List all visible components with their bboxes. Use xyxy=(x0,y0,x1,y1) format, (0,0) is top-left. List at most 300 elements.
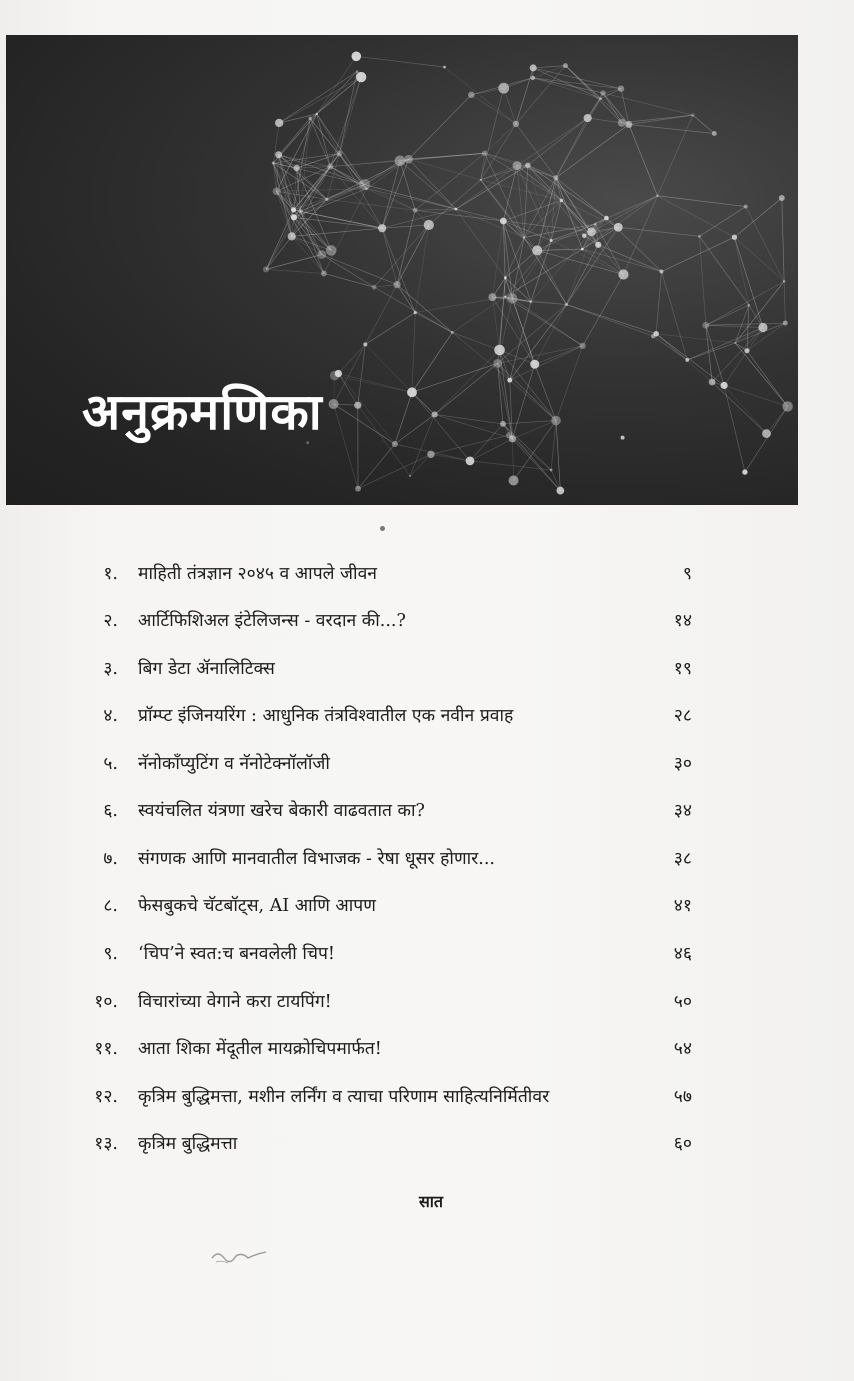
network-node xyxy=(325,198,328,201)
network-node xyxy=(500,218,507,225)
network-node xyxy=(530,76,535,81)
network-line xyxy=(339,71,357,153)
toc-number: २. xyxy=(103,611,118,631)
toc-title: कृत्रिम बुद्धिमत्ता, मशीन लर्निंग व त्याचा परिणाम साहित्यनिर्मितीवर xyxy=(138,1087,550,1107)
network-node xyxy=(530,360,539,369)
network-node xyxy=(744,204,748,208)
network-line xyxy=(470,424,503,461)
page-title: अनुक्रमणिका xyxy=(82,383,323,441)
toc-page: ६० xyxy=(673,1134,692,1154)
network-line xyxy=(535,305,567,365)
network-line xyxy=(699,236,705,325)
network-line xyxy=(782,198,784,281)
network-line xyxy=(322,255,374,288)
network-node xyxy=(779,195,785,201)
network-node xyxy=(734,342,736,344)
toc-title: विचारांच्या वेगाने करा टायपिंग! xyxy=(138,992,332,1012)
network-line xyxy=(533,68,600,99)
network-node xyxy=(532,245,542,255)
network-line xyxy=(471,95,516,124)
network-line xyxy=(537,250,566,304)
network-line xyxy=(735,327,763,342)
toc-page: ३४ xyxy=(673,801,692,821)
network-line xyxy=(556,346,583,421)
network-line xyxy=(382,159,408,228)
network-line xyxy=(699,207,745,237)
network-node xyxy=(513,161,522,170)
network-line xyxy=(629,125,714,134)
network-line xyxy=(556,421,560,491)
network-line xyxy=(279,71,357,122)
toc-number: ७. xyxy=(103,849,118,869)
network-line xyxy=(365,313,415,345)
network-line xyxy=(706,325,712,382)
network-line xyxy=(618,227,699,236)
network-node xyxy=(299,209,303,213)
network-node xyxy=(424,220,434,230)
toc-number: ४. xyxy=(103,706,118,726)
network-node xyxy=(709,379,716,386)
toc-number: १२. xyxy=(94,1087,118,1107)
network-line xyxy=(662,237,735,271)
toc-title: माहिती तंत्रज्ञान २०४५ व आपले जीवन xyxy=(138,564,378,584)
network-line xyxy=(656,334,735,343)
network-line xyxy=(317,56,357,114)
network-node xyxy=(614,223,623,232)
toc-row[interactable] xyxy=(0,697,854,733)
network-node xyxy=(618,119,626,127)
network-line xyxy=(565,66,621,123)
network-line xyxy=(365,344,412,392)
network-node xyxy=(783,321,788,326)
network-line xyxy=(505,297,582,346)
network-node xyxy=(504,296,506,298)
toc-number: ९. xyxy=(103,944,118,964)
network-node xyxy=(363,342,367,346)
network-line xyxy=(588,118,622,123)
network-node xyxy=(335,370,342,377)
network-line xyxy=(310,118,330,166)
network-line xyxy=(531,232,592,302)
toc-title: आर्टिफिशिअल इंटेलिजन्स - वरदान की...? xyxy=(138,611,406,631)
network-node xyxy=(273,188,281,196)
network-line xyxy=(603,93,629,125)
toc-title: ‘चिप’ने स्वत:च बनवलेली चिप! xyxy=(138,944,335,964)
network-line xyxy=(452,332,499,350)
network-line xyxy=(517,118,588,166)
network-node xyxy=(742,469,747,474)
toc-title: आता शिका मेंदूतील मायक्रोचिपमार्फत! xyxy=(138,1039,382,1059)
network-line xyxy=(481,166,517,180)
toc-page: ५७ xyxy=(673,1087,692,1107)
network-node xyxy=(316,113,318,115)
network-line xyxy=(334,404,358,489)
network-line xyxy=(517,166,551,241)
network-line xyxy=(629,115,693,124)
network-node xyxy=(293,165,299,171)
network-line xyxy=(358,344,365,405)
network-node xyxy=(308,117,311,120)
network-line xyxy=(452,297,505,333)
network-node xyxy=(507,293,517,303)
network-line xyxy=(516,68,533,124)
toc-page: ५४ xyxy=(673,1039,692,1059)
network-line xyxy=(566,227,618,304)
network-line xyxy=(657,115,692,196)
toc-row[interactable] xyxy=(0,1030,854,1066)
network-node xyxy=(660,270,664,274)
network-node xyxy=(618,85,624,91)
network-node xyxy=(698,235,701,238)
network-node xyxy=(656,195,658,197)
network-lines xyxy=(266,56,788,490)
network-line xyxy=(533,68,621,89)
network-line xyxy=(338,374,395,444)
network-node xyxy=(455,208,458,211)
network-node xyxy=(506,432,512,438)
network-line xyxy=(279,118,311,154)
network-line xyxy=(415,210,503,221)
network-line xyxy=(706,325,763,327)
network-node xyxy=(359,179,370,190)
network-node xyxy=(551,416,561,426)
network-line xyxy=(431,454,470,460)
toc-page: ५० xyxy=(673,992,692,1012)
network-line xyxy=(657,196,734,237)
network-node xyxy=(509,476,519,486)
toc-title: संगणक आणि मानवातील विभाजक - रेषा धूसर होणार... xyxy=(138,849,495,869)
network-line xyxy=(524,165,528,237)
toc-title: बिग डेटा ॲनालिटिक्स xyxy=(138,659,275,679)
toc-row[interactable] xyxy=(0,650,854,686)
network-line xyxy=(505,237,524,277)
network-node xyxy=(744,348,749,353)
network-line xyxy=(503,424,551,470)
network-node xyxy=(356,72,366,82)
network-line xyxy=(365,185,415,211)
network-node xyxy=(272,161,275,164)
network-line xyxy=(358,444,395,489)
network-node xyxy=(625,121,632,128)
network-line xyxy=(409,159,456,209)
network-node xyxy=(507,378,512,383)
network-node xyxy=(732,235,737,240)
network-line xyxy=(365,285,397,345)
network-node xyxy=(758,323,767,332)
network-line xyxy=(706,323,785,325)
network-line xyxy=(524,178,556,238)
network-line xyxy=(429,180,481,225)
network-line xyxy=(512,364,534,439)
network-node xyxy=(275,151,282,158)
decorative-dot xyxy=(380,526,385,531)
network-node xyxy=(351,52,361,62)
network-line xyxy=(356,56,444,67)
network-line xyxy=(606,196,657,218)
network-line xyxy=(266,269,324,273)
network-line xyxy=(412,363,498,392)
network-line xyxy=(724,385,745,472)
network-line xyxy=(505,240,551,296)
network-line xyxy=(415,153,485,210)
network-line xyxy=(266,255,322,270)
network-line xyxy=(510,346,583,380)
network-node xyxy=(443,66,446,69)
network-line xyxy=(435,414,503,423)
toc-number: १०. xyxy=(94,992,118,1012)
network-line xyxy=(583,274,624,345)
network-line xyxy=(657,196,745,207)
toc-row[interactable] xyxy=(0,935,854,971)
network-node xyxy=(306,441,309,444)
network-node xyxy=(604,216,609,221)
network-line xyxy=(382,228,397,284)
network-node xyxy=(685,358,689,362)
network-node xyxy=(263,266,269,272)
network-line xyxy=(330,167,364,185)
network-line xyxy=(470,439,512,461)
network-node xyxy=(653,331,659,337)
page-number-footer: सात xyxy=(418,1192,444,1211)
network-line xyxy=(317,114,340,154)
network-node xyxy=(488,293,496,301)
network-line xyxy=(412,392,470,461)
toc-page: ३० xyxy=(673,754,692,774)
network-node xyxy=(395,156,406,167)
network-node xyxy=(560,199,563,202)
network-node xyxy=(582,233,587,238)
network-line xyxy=(551,421,556,470)
network-node xyxy=(427,451,434,458)
network-line xyxy=(397,285,452,333)
network-node xyxy=(702,322,709,329)
network-node xyxy=(529,300,532,303)
toc-row[interactable] xyxy=(0,745,854,781)
network-line xyxy=(747,351,788,407)
toc-title: कृत्रिम बुद्धिमत्ता xyxy=(138,1134,238,1154)
network-line xyxy=(535,346,583,364)
network-line xyxy=(566,305,653,337)
toc-row[interactable] xyxy=(0,983,854,1019)
network-node xyxy=(493,359,502,368)
network-node xyxy=(480,179,482,181)
network-node xyxy=(581,248,584,251)
network-line xyxy=(528,165,551,240)
network-node xyxy=(466,456,475,465)
toc-number: १३. xyxy=(94,1134,118,1154)
network-line xyxy=(338,374,412,393)
network-node xyxy=(393,281,400,288)
network-line xyxy=(279,77,361,123)
network-line xyxy=(481,88,504,180)
network-line xyxy=(516,66,566,124)
network-node xyxy=(618,269,628,279)
network-node xyxy=(513,121,519,127)
network-line xyxy=(324,273,374,287)
toc-row[interactable] xyxy=(0,887,854,923)
network-line xyxy=(565,66,600,99)
network-line xyxy=(456,165,528,209)
network-line xyxy=(735,281,784,343)
network-line xyxy=(339,77,361,153)
network-line xyxy=(512,298,582,345)
network-node xyxy=(432,411,438,417)
network-node xyxy=(354,402,361,409)
network-line xyxy=(784,281,785,323)
network-line xyxy=(603,93,622,123)
network-node xyxy=(336,151,342,157)
network-node xyxy=(392,441,398,447)
toc-row[interactable] xyxy=(0,602,854,638)
network-line xyxy=(693,115,714,133)
network-line xyxy=(512,439,513,481)
network-node xyxy=(621,436,625,440)
network-node xyxy=(691,113,694,116)
network-line xyxy=(452,332,509,380)
network-line xyxy=(330,161,400,167)
network-node xyxy=(587,227,596,236)
network-node xyxy=(317,250,326,259)
toc-number: १. xyxy=(103,564,118,584)
toc-row[interactable] xyxy=(0,792,854,828)
network-line xyxy=(334,404,395,444)
network-line xyxy=(382,228,415,312)
toc-row[interactable] xyxy=(0,840,854,876)
toc-page: ४१ xyxy=(673,896,692,916)
toc-row[interactable] xyxy=(0,1125,854,1161)
network-line xyxy=(706,325,724,385)
network-line xyxy=(431,435,509,454)
network-node xyxy=(782,401,792,411)
network-node xyxy=(553,175,558,180)
network-node xyxy=(500,421,506,427)
network-node xyxy=(550,469,553,472)
network-node xyxy=(565,303,568,306)
network-node xyxy=(327,163,333,169)
toc-row[interactable] xyxy=(0,1078,854,1114)
network-line xyxy=(603,93,693,115)
network-node xyxy=(783,280,785,282)
network-node xyxy=(409,475,411,477)
network-line xyxy=(435,350,500,414)
network-line xyxy=(445,67,516,124)
header-banner xyxy=(6,35,798,505)
network-node xyxy=(356,70,359,73)
network-line xyxy=(662,272,688,360)
network-node xyxy=(468,91,475,98)
toc-page: १९ xyxy=(673,659,692,679)
toc-page: ४६ xyxy=(673,944,692,964)
toc-page: ९ xyxy=(682,564,692,584)
network-node xyxy=(556,487,564,495)
network-node xyxy=(288,232,296,240)
network-line xyxy=(330,77,361,167)
network-line xyxy=(409,159,481,180)
toc-number: ५. xyxy=(103,754,118,774)
network-line xyxy=(358,405,410,476)
network-node xyxy=(404,155,413,164)
network-line xyxy=(492,221,503,297)
toc-number: ११. xyxy=(94,1039,118,1059)
toc-row[interactable] xyxy=(0,555,854,591)
network-line xyxy=(735,343,787,406)
network-line xyxy=(503,421,556,424)
network-node xyxy=(747,304,750,307)
network-node xyxy=(329,399,339,409)
network-line xyxy=(656,334,724,386)
network-node xyxy=(451,331,454,334)
network-node xyxy=(584,114,592,122)
network-node xyxy=(378,224,386,232)
network-line xyxy=(528,118,588,165)
network-line xyxy=(687,327,763,359)
network-node xyxy=(721,382,728,389)
network-node xyxy=(595,242,601,248)
network-line xyxy=(504,88,516,124)
network-node xyxy=(579,343,585,349)
pencil-scribble xyxy=(208,1244,278,1268)
toc-title: नॅनोकाँप्युटिंग व नॅनोटेक्नॉलॉजी xyxy=(138,754,330,774)
network-node xyxy=(523,236,525,238)
network-node xyxy=(407,387,417,397)
network-line xyxy=(358,454,431,488)
toc-number: ६. xyxy=(103,801,118,821)
toc-number: ८. xyxy=(103,896,118,916)
network-line xyxy=(656,334,687,360)
network-line xyxy=(622,115,693,123)
network-line xyxy=(400,161,415,210)
network-node xyxy=(326,245,337,256)
network-node xyxy=(600,90,606,96)
network-line xyxy=(566,245,598,305)
network-line xyxy=(629,125,658,196)
network-node xyxy=(504,276,507,279)
network-line xyxy=(395,392,412,444)
network-node xyxy=(291,214,297,220)
network-node xyxy=(525,162,531,168)
toc-page: ३८ xyxy=(673,849,692,869)
network-line xyxy=(397,210,415,284)
toc-page: २८ xyxy=(673,706,692,726)
network-line xyxy=(598,245,661,272)
network-node xyxy=(712,131,717,136)
toc-title: फेसबुकचे चॅटबॉट्स, AI आणि आपण xyxy=(138,896,376,916)
network-line xyxy=(415,313,452,333)
network-node xyxy=(494,345,505,356)
toc-page: १४ xyxy=(673,611,692,631)
network-node xyxy=(321,271,327,277)
network-node xyxy=(413,208,418,213)
network-line xyxy=(485,153,562,200)
network-node xyxy=(414,311,417,314)
network-line xyxy=(322,255,397,285)
network-node xyxy=(355,486,361,492)
toc-title: स्वयंचलित यंत्रणा खरेच बेकारी वाढवतात का? xyxy=(138,801,425,821)
network-node xyxy=(275,119,283,127)
network-node xyxy=(372,285,377,290)
network-line xyxy=(566,305,656,334)
network-line xyxy=(712,382,766,434)
network-line xyxy=(505,249,582,297)
network-line xyxy=(266,217,294,269)
network-line xyxy=(294,210,322,255)
network-node xyxy=(550,239,553,242)
network-line xyxy=(409,95,472,159)
network-node xyxy=(762,429,771,438)
network-line xyxy=(734,237,784,281)
network-node xyxy=(599,97,602,100)
toc-title: प्रॉम्प्ट इंजिनयरिंग : आधुनिक तंत्रविश्वातील एक नवीन प्रवाह xyxy=(138,706,514,726)
